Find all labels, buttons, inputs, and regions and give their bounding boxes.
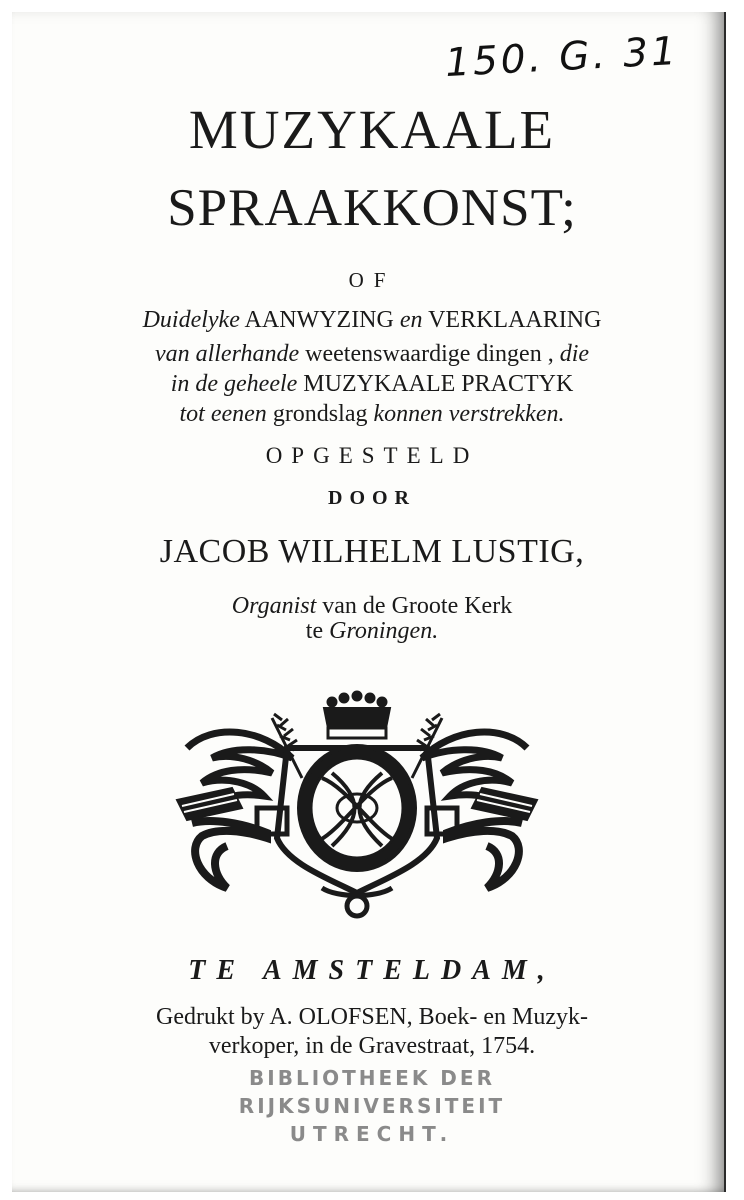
- author-name: JACOB WILHELM LUSTIG,: [159, 533, 585, 570]
- pos-2a: te: [305, 618, 324, 644]
- description-line-4: [0, 401, 744, 428]
- description-line-3: [0, 371, 744, 398]
- desc-3a: in de geheele: [170, 371, 298, 397]
- desc-4c: konnen verstrekken.: [373, 401, 565, 427]
- desc-2c: die: [559, 341, 590, 367]
- author-position-line-2: [0, 618, 744, 645]
- desc-1c: en: [399, 307, 423, 333]
- pos-2b: Groningen.: [329, 618, 439, 644]
- desc-4a: tot eenen: [179, 401, 267, 427]
- library-stamp-line-3: UTRECHT.: [289, 1122, 455, 1146]
- title-line-1: MUZYKAALE: [188, 99, 556, 160]
- desc-1a: Duidelyke: [142, 307, 240, 333]
- desc-2b: weetenswaardige dingen ,: [305, 341, 554, 367]
- description-line-1: [0, 307, 744, 334]
- desc-4b: grondslag: [272, 401, 368, 427]
- title-line-2: SPRAAKKONST;: [167, 179, 577, 237]
- desc-3b: MUZYKAALE PRACTYK: [303, 371, 574, 397]
- author-position-line-1: [0, 593, 744, 620]
- printers-ornament-icon: [172, 688, 542, 920]
- desc-2a: van allerhande: [154, 341, 300, 367]
- handwritten-shelfmark: 150. G. 31: [443, 28, 680, 87]
- imprint-line-1: Gedrukt by A. OLOFSEN, Boek- en Muzyk-: [156, 1004, 588, 1030]
- of-word: OF: [348, 268, 396, 292]
- door-word: DOOR: [328, 487, 416, 509]
- pos-1a: Organist: [231, 593, 317, 619]
- desc-1d: VERKLAARING: [428, 307, 602, 333]
- imprint-city: TE AMSTELDAM,: [188, 955, 556, 986]
- library-stamp-line-1: BIBLIOTHEEK DER: [249, 1066, 495, 1090]
- imprint-line-2: verkoper, in de Gravestraat, 1754.: [208, 1033, 536, 1059]
- library-stamp-line-2: RIJKSUNIVERSITEIT: [238, 1094, 506, 1118]
- desc-1b: AANWYZING: [244, 307, 394, 333]
- description-line-2: [0, 341, 744, 368]
- pos-1b: van de Groote Kerk: [322, 593, 513, 619]
- opgesteld-word: OPGESTELD: [265, 443, 479, 468]
